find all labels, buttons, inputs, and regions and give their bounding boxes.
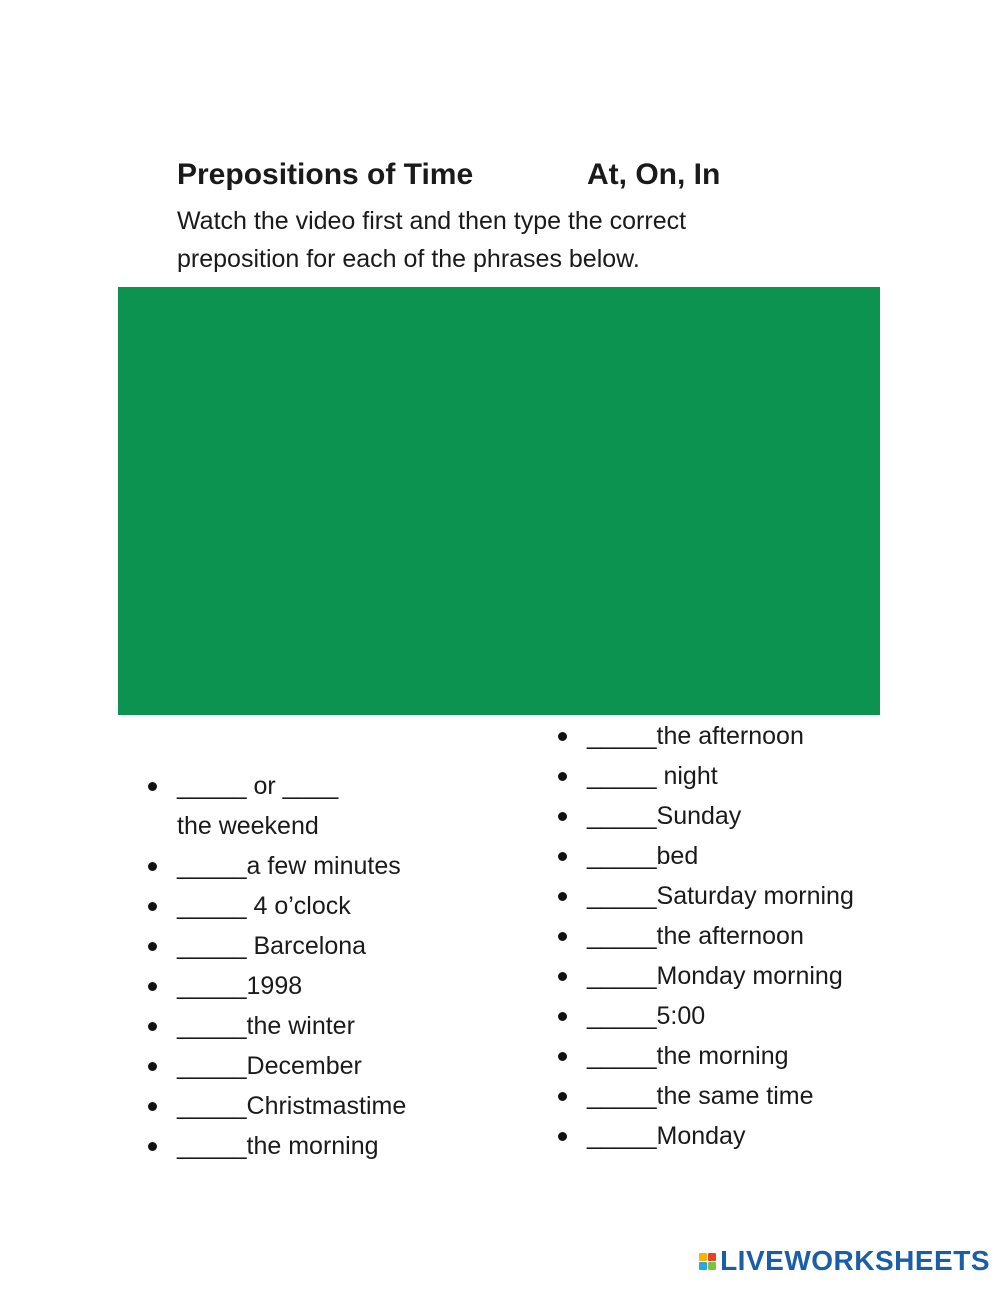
phrase-text: _____the same time — [587, 1082, 814, 1110]
list-item — [558, 796, 854, 836]
worksheet-title: Prepositions of Time — [177, 158, 474, 191]
list-item — [148, 766, 406, 846]
list-item — [148, 1126, 406, 1166]
list-item — [148, 846, 406, 886]
embedded-video[interactable] — [118, 287, 880, 715]
phrase-text: _____1998 — [177, 972, 303, 1000]
right-phrase-list — [558, 716, 854, 1156]
left-phrase-list — [148, 766, 406, 1166]
brand-name: LIVEWORKSHEETS — [720, 1245, 990, 1276]
list-item — [558, 1036, 854, 1076]
phrase-text: _____Christmastime — [177, 1092, 407, 1120]
phrase-text: _____Saturday morning — [587, 882, 854, 910]
list-item — [558, 756, 854, 796]
phrase-text: _____bed — [587, 842, 699, 870]
list-item — [558, 1116, 854, 1156]
phrase-text: _____the morning — [177, 1132, 379, 1160]
phrase-text: _____ night — [587, 762, 718, 790]
phrase-text: _____the afternoon — [587, 922, 804, 950]
phrase-text: _____Sunday — [587, 802, 742, 830]
logo-square — [699, 1262, 707, 1270]
list-item — [148, 926, 406, 966]
phrase-text: _____the morning — [587, 1042, 789, 1070]
list-item — [558, 916, 854, 956]
list-item — [558, 996, 854, 1036]
list-item — [558, 836, 854, 876]
phrase-text: _____ or ____ — [177, 772, 339, 800]
list-item — [148, 1006, 406, 1046]
phrase-text-continued: the weekend — [177, 812, 319, 840]
list-item — [148, 966, 406, 1006]
worksheet-subtitle: At, On, In — [587, 158, 721, 191]
list-item — [148, 886, 406, 926]
list-item — [148, 1046, 406, 1086]
phrase-text: _____a few minutes — [177, 852, 401, 880]
phrase-text: _____December — [177, 1052, 362, 1080]
phrase-text: _____ Barcelona — [177, 932, 367, 960]
logo-square — [708, 1253, 716, 1261]
phrase-text: _____the afternoon — [587, 722, 804, 750]
phrase-text: _____ 4 o’clock — [177, 892, 351, 920]
phrase-text: _____Monday — [587, 1122, 746, 1150]
list-item — [558, 716, 854, 756]
list-item — [558, 956, 854, 996]
logo-square — [708, 1262, 716, 1270]
list-item — [558, 1076, 854, 1116]
logo-square — [699, 1253, 707, 1261]
phrase-text: _____the winter — [177, 1012, 355, 1040]
instructions-text: Watch the video first and then type the correct preposition for each of the phrases below. — [177, 207, 687, 273]
liveworksheets-logo-icon — [699, 1253, 716, 1270]
list-item — [148, 1086, 406, 1126]
phrase-text: _____5:00 — [587, 1002, 706, 1030]
list-item — [558, 876, 854, 916]
phrase-text: _____Monday morning — [587, 962, 843, 990]
brand-logo[interactable] — [699, 1245, 990, 1277]
